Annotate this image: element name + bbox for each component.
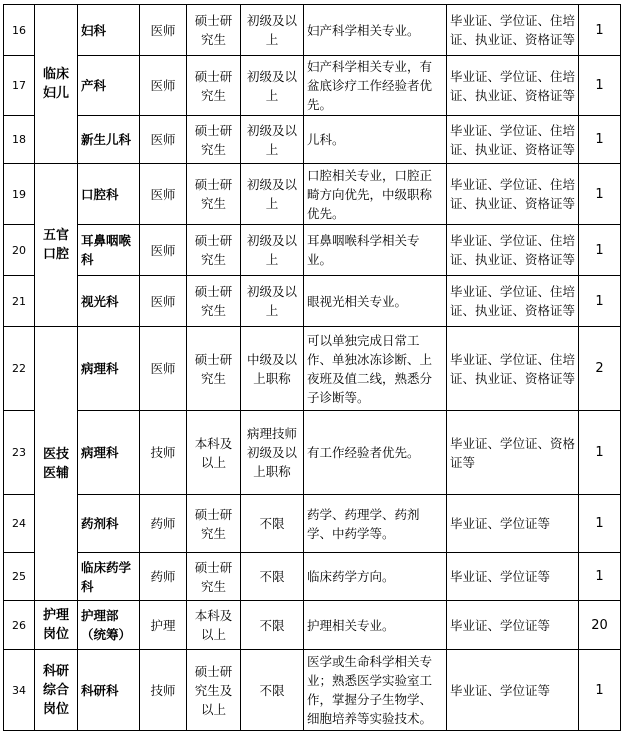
job-title-cell: 医师 bbox=[140, 327, 187, 411]
rank-requirement-cell: 不限 bbox=[241, 495, 304, 553]
requirement-cell: 耳鼻咽喉科学相关专业。 bbox=[304, 225, 447, 276]
rank-requirement-cell: 初级及以上 bbox=[241, 56, 304, 116]
certificates-cell: 毕业证、学位证、住培证、执业证、资格证等 bbox=[447, 225, 579, 276]
education-cell: 硕士研究生 bbox=[187, 116, 241, 164]
department-cell: 药剂科 bbox=[78, 495, 140, 553]
requirement-cell: 护理相关专业。 bbox=[304, 601, 447, 650]
category-cell: 科研综合岗位 bbox=[35, 650, 78, 731]
category-cell: 医技医辅 bbox=[35, 327, 78, 601]
certificates-cell: 毕业证、学位证、住培证、执业证、资格证等 bbox=[447, 116, 579, 164]
rank-requirement-cell: 中级及以上职称 bbox=[241, 327, 304, 411]
row-number-cell: 23 bbox=[4, 411, 35, 495]
rank-requirement-cell: 初级及以上 bbox=[241, 225, 304, 276]
rank-requirement-cell: 初级及以上 bbox=[241, 276, 304, 327]
education-cell: 硕士研究生 bbox=[187, 56, 241, 116]
certificates-cell: 毕业证、学位证等 bbox=[447, 495, 579, 553]
rank-requirement-cell: 病理技师初级及以上职称 bbox=[241, 411, 304, 495]
job-title-cell: 医师 bbox=[140, 276, 187, 327]
education-cell: 硕士研究生 bbox=[187, 225, 241, 276]
department-cell: 科研科 bbox=[78, 650, 140, 731]
certificates-cell: 毕业证、学位证、资格证等 bbox=[447, 411, 579, 495]
job-title-cell: 药师 bbox=[140, 553, 187, 601]
headcount-cell: 1 bbox=[579, 116, 621, 164]
education-cell: 硕士研究生 bbox=[187, 164, 241, 225]
headcount-cell: 1 bbox=[579, 411, 621, 495]
certificates-cell: 毕业证、学位证、住培证、执业证、资格证等 bbox=[447, 327, 579, 411]
department-cell: 护理部（统筹） bbox=[78, 601, 140, 650]
category-cell: 五官口腔 bbox=[35, 164, 78, 327]
job-title-cell: 医师 bbox=[140, 116, 187, 164]
education-cell: 硕士研究生 bbox=[187, 5, 241, 56]
table-row bbox=[4, 164, 621, 225]
job-title-cell: 医师 bbox=[140, 225, 187, 276]
row-number-cell: 18 bbox=[4, 116, 35, 164]
requirement-cell: 药学、药理学、药剂学、中药学等。 bbox=[304, 495, 447, 553]
education-cell: 硕士研究生 bbox=[187, 276, 241, 327]
row-number-cell: 34 bbox=[4, 650, 35, 731]
row-number-cell: 17 bbox=[4, 56, 35, 116]
row-number-cell: 20 bbox=[4, 225, 35, 276]
certificates-cell: 毕业证、学位证、住培证、执业证、资格证等 bbox=[447, 5, 579, 56]
headcount-cell: 1 bbox=[579, 225, 621, 276]
education-cell: 本科及以上 bbox=[187, 601, 241, 650]
table-row bbox=[4, 601, 621, 650]
headcount-cell: 20 bbox=[579, 601, 621, 650]
rank-requirement-cell: 初级及以上 bbox=[241, 5, 304, 56]
department-cell: 病理科 bbox=[78, 327, 140, 411]
headcount-cell: 1 bbox=[579, 276, 621, 327]
headcount-cell: 1 bbox=[579, 553, 621, 601]
requirement-cell: 口腔相关专业，口腔正畸方向优先，中级职称优先。 bbox=[304, 164, 447, 225]
table-row bbox=[4, 276, 621, 327]
education-cell: 本科及以上 bbox=[187, 411, 241, 495]
job-title-cell: 医师 bbox=[140, 164, 187, 225]
headcount-cell: 1 bbox=[579, 495, 621, 553]
rank-requirement-cell: 初级及以上 bbox=[241, 164, 304, 225]
table-body bbox=[4, 5, 621, 731]
headcount-cell: 1 bbox=[579, 5, 621, 56]
department-cell: 新生儿科 bbox=[78, 116, 140, 164]
rank-requirement-cell: 不限 bbox=[241, 553, 304, 601]
row-number-cell: 24 bbox=[4, 495, 35, 553]
department-cell: 耳鼻咽喉科 bbox=[78, 225, 140, 276]
headcount-cell: 2 bbox=[579, 327, 621, 411]
headcount-cell: 1 bbox=[579, 56, 621, 116]
headcount-cell: 1 bbox=[579, 650, 621, 731]
rank-requirement-cell: 不限 bbox=[241, 601, 304, 650]
table-row bbox=[4, 553, 621, 601]
department-cell: 临床药学科 bbox=[78, 553, 140, 601]
row-number-cell: 26 bbox=[4, 601, 35, 650]
education-cell: 硕士研究生 bbox=[187, 553, 241, 601]
certificates-cell: 毕业证、学位证、住培证、执业证、资格证等 bbox=[447, 276, 579, 327]
table-row bbox=[4, 56, 621, 116]
category-cell: 临床妇儿 bbox=[35, 5, 78, 164]
education-cell: 硕士研究生 bbox=[187, 495, 241, 553]
table-row bbox=[4, 5, 621, 56]
department-cell: 产科 bbox=[78, 56, 140, 116]
table-row bbox=[4, 495, 621, 553]
job-title-cell: 技师 bbox=[140, 650, 187, 731]
job-title-cell: 药师 bbox=[140, 495, 187, 553]
job-title-cell: 医师 bbox=[140, 56, 187, 116]
row-number-cell: 22 bbox=[4, 327, 35, 411]
certificates-cell: 毕业证、学位证等 bbox=[447, 650, 579, 731]
requirement-cell: 眼视光相关专业。 bbox=[304, 276, 447, 327]
category-cell: 护理岗位 bbox=[35, 601, 78, 650]
requirement-cell: 妇产科学相关专业。 bbox=[304, 5, 447, 56]
department-cell: 妇科 bbox=[78, 5, 140, 56]
department-cell: 口腔科 bbox=[78, 164, 140, 225]
rank-requirement-cell: 不限 bbox=[241, 650, 304, 731]
requirement-cell: 可以单独完成日常工作、单独冰冻诊断、上夜班及值二线，熟悉分子诊断等。 bbox=[304, 327, 447, 411]
table-row bbox=[4, 116, 621, 164]
recruitment-table bbox=[3, 4, 621, 731]
headcount-cell: 1 bbox=[579, 164, 621, 225]
table-row bbox=[4, 225, 621, 276]
department-cell: 视光科 bbox=[78, 276, 140, 327]
job-title-cell: 护理 bbox=[140, 601, 187, 650]
requirement-cell: 临床药学方向。 bbox=[304, 553, 447, 601]
row-number-cell: 19 bbox=[4, 164, 35, 225]
job-title-cell: 技师 bbox=[140, 411, 187, 495]
requirement-cell: 有工作经验者优先。 bbox=[304, 411, 447, 495]
education-cell: 硕士研究生及以上 bbox=[187, 650, 241, 731]
certificates-cell: 毕业证、学位证、住培证、执业证、资格证等 bbox=[447, 164, 579, 225]
department-cell: 病理科 bbox=[78, 411, 140, 495]
row-number-cell: 16 bbox=[4, 5, 35, 56]
job-title-cell: 医师 bbox=[140, 5, 187, 56]
row-number-cell: 21 bbox=[4, 276, 35, 327]
education-cell: 硕士研究生 bbox=[187, 327, 241, 411]
certificates-cell: 毕业证、学位证等 bbox=[447, 553, 579, 601]
requirement-cell: 妇产科学相关专业，有盆底诊疗工作经验者优先。 bbox=[304, 56, 447, 116]
certificates-cell: 毕业证、学位证等 bbox=[447, 601, 579, 650]
requirement-cell: 儿科。 bbox=[304, 116, 447, 164]
table-row bbox=[4, 650, 621, 731]
certificates-cell: 毕业证、学位证、住培证、执业证、资格证等 bbox=[447, 56, 579, 116]
requirement-cell: 医学或生命科学相关专业；熟悉医学实验室工作，掌握分子生物学、细胞培养等实验技术。 bbox=[304, 650, 447, 731]
table-row bbox=[4, 327, 621, 411]
table-row bbox=[4, 411, 621, 495]
row-number-cell: 25 bbox=[4, 553, 35, 601]
rank-requirement-cell: 初级及以上 bbox=[241, 116, 304, 164]
